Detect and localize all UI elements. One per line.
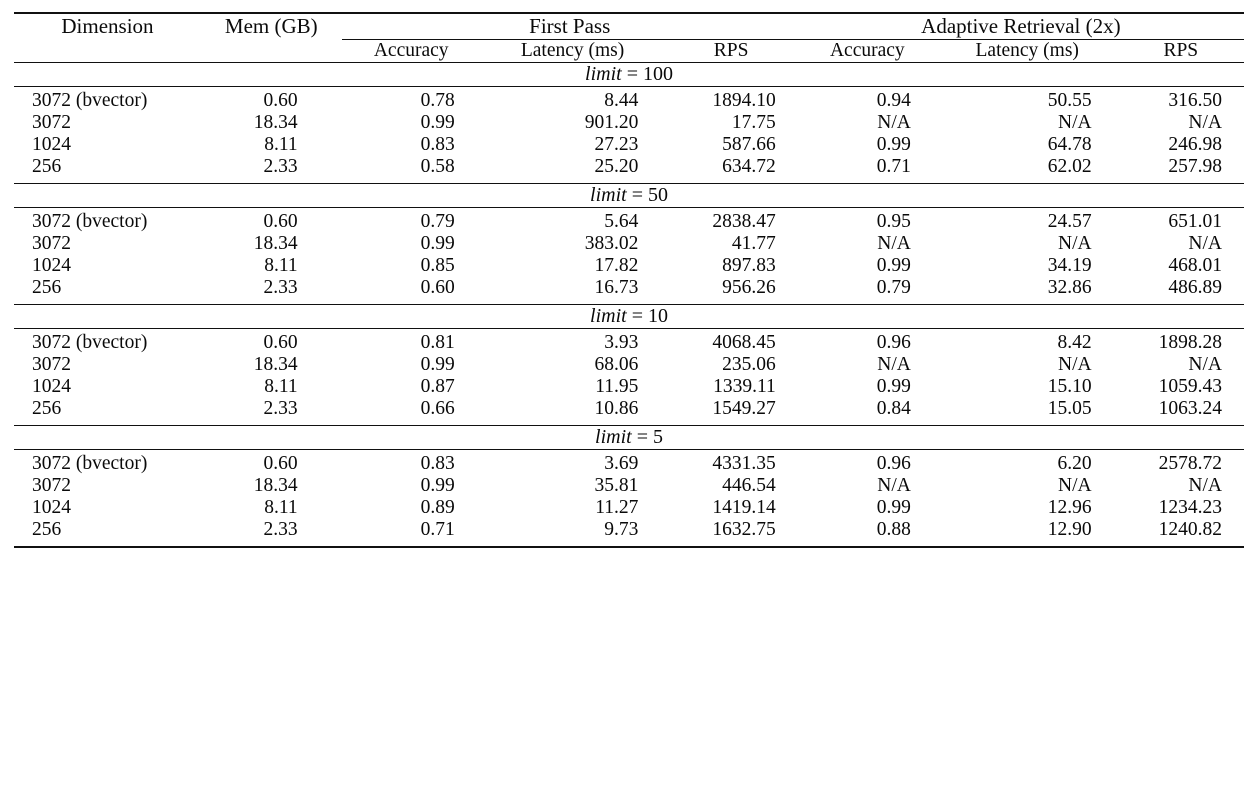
cell-ar-latency: 8.42 (1057, 332, 1092, 353)
cell-fp-latency: 3.69 (604, 453, 639, 474)
cell-dimension: 1024 (32, 497, 71, 518)
cell-ar-rps: N/A (1188, 475, 1222, 496)
cell-fp-accuracy: 0.66 (420, 398, 455, 419)
cell-ar-latency: 24.57 (1047, 211, 1092, 232)
cell-memory: 2.33 (263, 398, 298, 419)
table-row (14, 398, 1244, 420)
group-label-eq: = (626, 305, 648, 327)
table-row (14, 134, 1244, 156)
group-label-prefix: limit (595, 426, 632, 448)
table-row (14, 90, 1244, 112)
table-row (14, 112, 1244, 134)
cell-dimension: 3072 (32, 112, 71, 133)
cell-ar-rps: 2578.72 (1158, 453, 1222, 474)
group-label-row (14, 63, 1244, 87)
cell-ar-rps: 316.50 (1168, 90, 1222, 111)
cell-fp-latency: 27.23 (594, 134, 639, 155)
table-row (14, 255, 1244, 277)
header-fp-rps: RPS (713, 40, 749, 61)
cell-dimension: 3072 (32, 233, 71, 254)
cell-dimension: 3072 (32, 354, 71, 375)
cell-fp-rps: 17.75 (731, 112, 776, 133)
cell-fp-rps: 956.26 (722, 277, 776, 298)
cell-fp-rps: 1549.27 (712, 398, 776, 419)
cell-memory: 0.60 (263, 453, 298, 474)
cell-memory: 2.33 (263, 156, 298, 177)
cell-fp-accuracy: 0.81 (420, 332, 455, 353)
cell-memory: 18.34 (253, 112, 298, 133)
cell-fp-accuracy: 0.58 (420, 156, 455, 177)
cell-fp-accuracy: 0.99 (420, 112, 455, 133)
cell-ar-accuracy: 0.96 (876, 453, 911, 474)
cell-ar-rps: 1063.24 (1158, 398, 1222, 419)
cell-fp-latency: 11.95 (595, 376, 639, 397)
cell-ar-accuracy: 0.99 (876, 255, 911, 276)
cell-fp-rps: 41.77 (731, 233, 776, 254)
cell-ar-accuracy: 0.99 (876, 134, 911, 155)
group-label-value: 50 (647, 184, 668, 206)
cell-ar-latency: N/A (1058, 475, 1092, 496)
group-label (14, 426, 1244, 450)
cell-fp-rps: 1894.10 (712, 90, 776, 111)
group-label-value: 10 (647, 305, 668, 327)
cell-dimension: 3072 (32, 475, 71, 496)
cell-fp-latency: 35.81 (594, 475, 639, 496)
cell-ar-rps: 257.98 (1168, 156, 1222, 177)
cell-memory: 18.34 (253, 475, 298, 496)
group-label-prefix: limit (590, 305, 627, 327)
cell-dimension: 256 (32, 156, 62, 177)
cell-fp-rps: 1419.14 (712, 497, 776, 518)
table-row (14, 277, 1244, 299)
cell-fp-rps: 1632.75 (712, 519, 776, 540)
table-row (14, 376, 1244, 398)
cell-ar-accuracy: N/A (877, 354, 911, 375)
cell-ar-latency: 12.96 (1047, 497, 1092, 518)
group-label-prefix: limit (590, 184, 627, 206)
cell-fp-accuracy: 0.71 (420, 519, 455, 540)
cell-ar-latency: 62.02 (1047, 156, 1092, 177)
header-ar-rps: RPS (1163, 40, 1199, 61)
cell-ar-latency: N/A (1058, 354, 1092, 375)
header-dimension: Dimension (61, 14, 154, 38)
cell-ar-latency: 15.10 (1047, 376, 1092, 397)
table-row (14, 156, 1244, 178)
cell-ar-latency: 64.78 (1047, 134, 1092, 155)
table-row (14, 211, 1244, 233)
cell-memory: 8.11 (264, 134, 298, 155)
cell-ar-latency: N/A (1058, 112, 1092, 133)
cell-fp-latency: 16.73 (594, 277, 639, 298)
group-label-eq: = (621, 63, 643, 85)
cell-dimension: 256 (32, 398, 62, 419)
cell-fp-latency: 68.06 (594, 354, 639, 375)
table-row (14, 453, 1244, 475)
cell-ar-rps: N/A (1188, 354, 1222, 375)
group-label-value: 5 (652, 426, 663, 448)
header-fp-latency: Latency (ms) (520, 40, 625, 61)
cell-ar-rps: 1898.28 (1158, 332, 1222, 353)
cell-memory: 8.11 (264, 497, 298, 518)
cell-ar-latency: 32.86 (1047, 277, 1092, 298)
cell-fp-latency: 17.82 (594, 255, 639, 276)
cell-fp-accuracy: 0.99 (420, 354, 455, 375)
cell-dimension: 256 (32, 519, 62, 540)
cell-ar-rps: N/A (1188, 112, 1222, 133)
header-row-subcolumns (14, 40, 1244, 63)
cell-fp-rps: 446.54 (722, 475, 776, 496)
cell-dimension: 3072 (bvector) (32, 211, 148, 232)
cell-fp-latency: 10.86 (594, 398, 639, 419)
cell-ar-latency: 15.05 (1047, 398, 1092, 419)
benchmark-table (14, 12, 1244, 548)
header-ar-latency: Latency (ms) (975, 40, 1079, 61)
cell-dimension: 3072 (bvector) (32, 453, 148, 474)
cell-ar-accuracy: 0.94 (876, 90, 911, 111)
cell-ar-latency: 34.19 (1047, 255, 1092, 276)
cell-ar-accuracy: 0.95 (876, 211, 911, 232)
header-first-pass-group: First Pass (529, 14, 611, 38)
cell-ar-accuracy: 0.96 (876, 332, 911, 353)
cell-fp-accuracy: 0.89 (420, 497, 455, 518)
table-row (14, 497, 1244, 519)
cell-memory: 0.60 (263, 332, 298, 353)
table-row (14, 332, 1244, 354)
group-label-value: 100 (642, 63, 673, 85)
cell-fp-accuracy: 0.99 (420, 233, 455, 254)
cell-ar-latency: N/A (1058, 233, 1092, 254)
cell-ar-accuracy: N/A (877, 112, 911, 133)
table-row (14, 475, 1244, 497)
cell-fp-accuracy: 0.83 (420, 134, 455, 155)
cell-fp-rps: 235.06 (722, 354, 776, 375)
cell-memory: 8.11 (264, 376, 298, 397)
header-ar-accuracy: Accuracy (829, 40, 905, 61)
group-label-eq: = (626, 184, 648, 206)
cell-fp-latency: 25.20 (594, 156, 639, 177)
group-label-eq: = (631, 426, 653, 448)
group-label-row (14, 305, 1244, 329)
cell-fp-latency: 8.44 (604, 90, 639, 111)
cell-fp-accuracy: 0.87 (420, 376, 455, 397)
cell-fp-rps: 587.66 (722, 134, 776, 155)
cell-fp-latency: 9.73 (604, 519, 639, 540)
cell-fp-latency: 901.20 (584, 112, 639, 133)
cell-fp-accuracy: 0.99 (420, 475, 455, 496)
cell-fp-rps: 634.72 (722, 156, 776, 177)
cell-ar-latency: 50.55 (1047, 90, 1092, 111)
cell-fp-accuracy: 0.60 (420, 277, 455, 298)
cell-ar-rps: 468.01 (1168, 255, 1222, 276)
cell-ar-rps: 1240.82 (1158, 519, 1222, 540)
cell-ar-accuracy: 0.84 (876, 398, 911, 419)
cell-memory: 2.33 (263, 277, 298, 298)
cell-ar-rps: N/A (1188, 233, 1222, 254)
cell-fp-accuracy: 0.79 (420, 211, 455, 232)
cell-ar-rps: 1234.23 (1158, 497, 1222, 518)
cell-memory: 18.34 (253, 354, 298, 375)
cell-memory: 2.33 (263, 519, 298, 540)
header-fp-accuracy: Accuracy (373, 40, 449, 61)
rule-bottom (14, 546, 1244, 547)
cell-memory: 0.60 (263, 90, 298, 111)
cell-fp-rps: 897.83 (722, 255, 776, 276)
cell-ar-rps: 246.98 (1168, 134, 1222, 155)
cell-fp-rps: 2838.47 (712, 211, 776, 232)
cell-ar-latency: 6.20 (1057, 453, 1092, 474)
cell-fp-accuracy: 0.78 (420, 90, 455, 111)
cell-fp-rps: 1339.11 (713, 376, 776, 397)
cell-dimension: 1024 (32, 255, 71, 276)
cell-ar-accuracy: N/A (877, 233, 911, 254)
group-label-row (14, 426, 1244, 450)
cell-fp-accuracy: 0.83 (420, 453, 455, 474)
cell-memory: 8.11 (264, 255, 298, 276)
cell-fp-latency: 383.02 (584, 233, 639, 254)
cell-ar-rps: 486.89 (1168, 277, 1222, 298)
cell-ar-accuracy: 0.99 (876, 376, 911, 397)
cell-ar-rps: 1059.43 (1158, 376, 1222, 397)
cell-fp-rps: 4331.35 (712, 453, 776, 474)
group-label-row (14, 184, 1244, 208)
cell-ar-accuracy: 0.99 (876, 497, 911, 518)
cell-fp-latency: 5.64 (604, 211, 639, 232)
cell-fp-latency: 3.93 (604, 332, 639, 353)
cell-fp-latency: 11.27 (595, 497, 639, 518)
cell-dimension: 1024 (32, 376, 71, 397)
cell-ar-accuracy: 0.88 (876, 519, 911, 540)
cell-ar-accuracy: 0.79 (876, 277, 911, 298)
cell-fp-accuracy: 0.85 (420, 255, 455, 276)
group-label-prefix: limit (585, 63, 622, 85)
cell-memory: 18.34 (253, 233, 298, 254)
cell-memory: 0.60 (263, 211, 298, 232)
cell-dimension: 3072 (bvector) (32, 332, 148, 353)
cell-fp-rps: 4068.45 (712, 332, 776, 353)
cell-dimension: 1024 (32, 134, 71, 155)
table-body (14, 12, 1244, 547)
cell-ar-accuracy: N/A (877, 475, 911, 496)
cell-ar-latency: 12.90 (1047, 519, 1092, 540)
table-row (14, 519, 1244, 541)
cell-ar-rps: 651.01 (1168, 211, 1222, 232)
cell-ar-accuracy: 0.71 (876, 156, 911, 177)
cell-dimension: 3072 (bvector) (32, 90, 148, 111)
table-row (14, 354, 1244, 376)
header-memory: Mem (GB) (224, 14, 318, 38)
header-adaptive-group: Adaptive Retrieval (2x) (921, 14, 1121, 38)
group-label (14, 305, 1244, 329)
group-label (14, 63, 1244, 87)
header-row-groups (14, 13, 1244, 39)
group-label (14, 184, 1244, 208)
table-row (14, 233, 1244, 255)
cell-dimension: 256 (32, 277, 62, 298)
